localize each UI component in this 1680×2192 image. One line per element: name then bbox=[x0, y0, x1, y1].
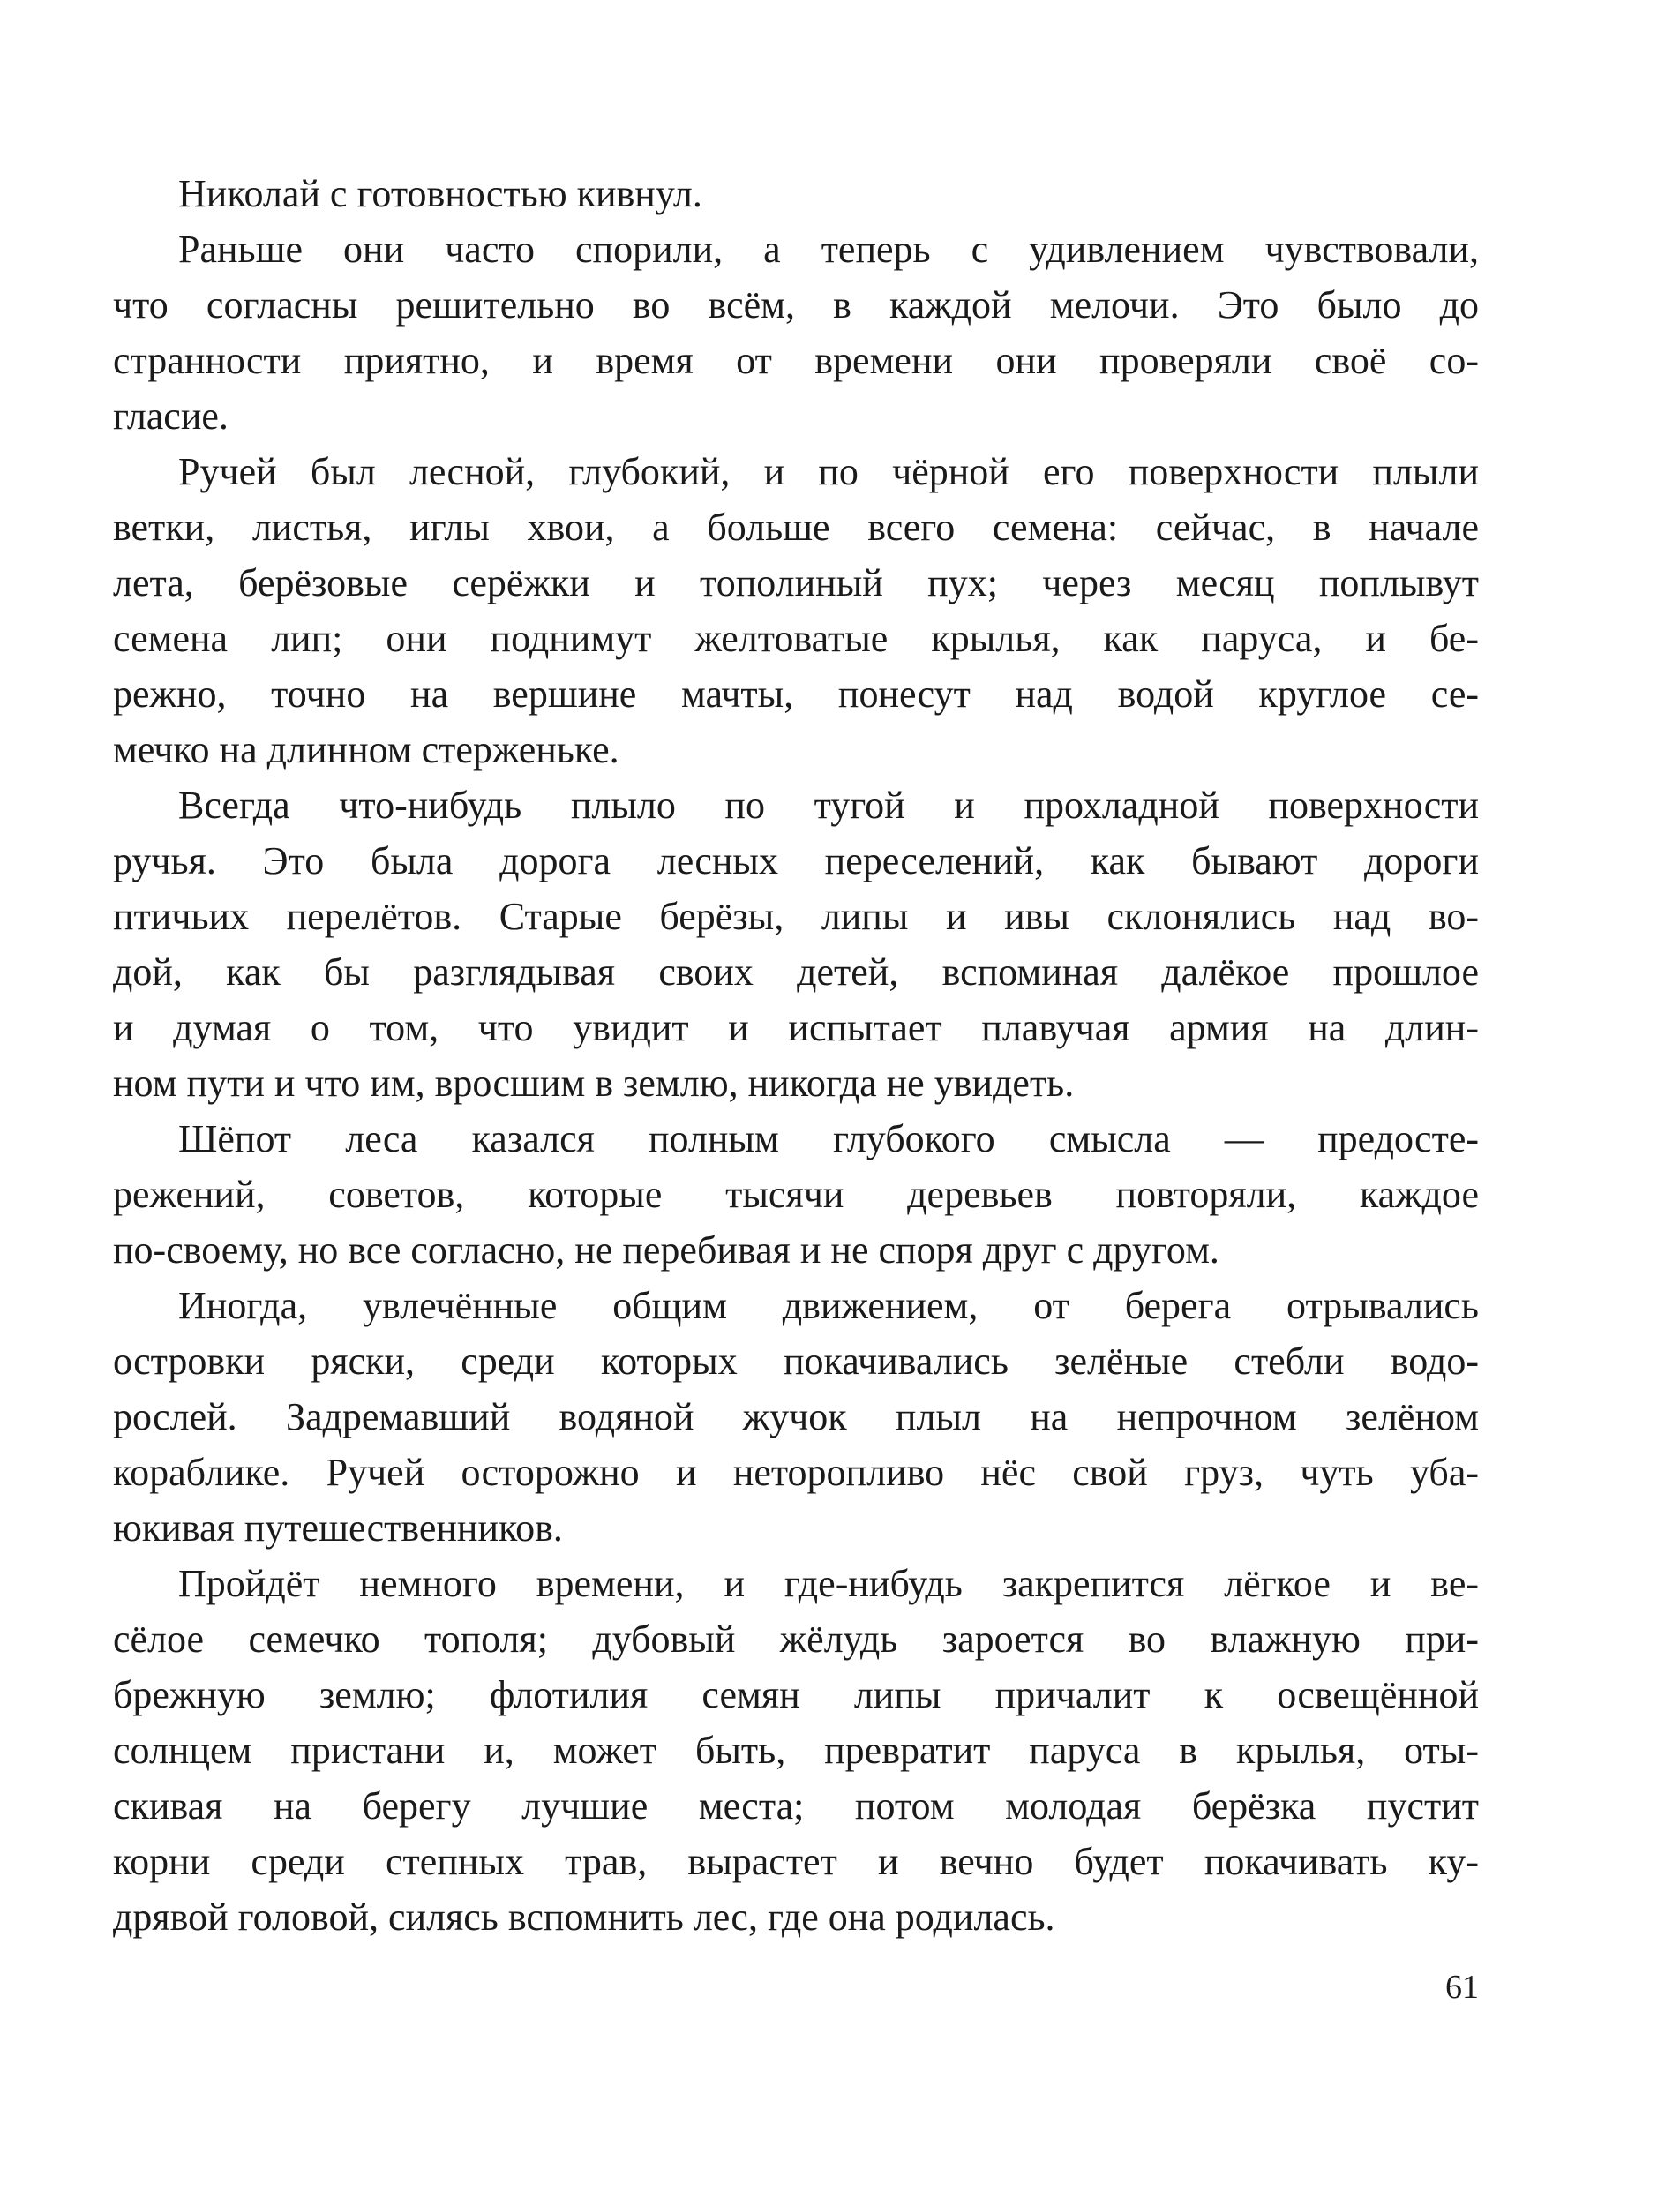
page-number: 61 bbox=[1445, 1969, 1479, 2006]
text-line: кораблике. Ручей осторожно и неторопливо нёс свой груз, чуть уба- bbox=[113, 1451, 1479, 1494]
text-line: Всегда что-нибудь плыло по тугой и прохладной поверхности bbox=[178, 784, 1479, 827]
text-line: странности приятно, и время от времени они проверяли своё со- bbox=[113, 339, 1479, 382]
text-line: солнцем пристани и, может быть, превратит паруса в крылья, оты- bbox=[113, 1729, 1479, 1772]
text-line: лета, берёзовые серёжки и тополиный пух; через месяц поплывут bbox=[113, 561, 1479, 604]
text-line: Иногда, увлечённые общим движением, от берега отрывались bbox=[178, 1284, 1479, 1327]
text-line: что согласны решительно во всём, в каждой мелочи. Это было до bbox=[113, 283, 1479, 327]
text-line: Шёпот леса казался полным глубокого смысла — предосте- bbox=[178, 1117, 1479, 1160]
text-line: ном пути и что им, вросшим в землю, никогда не увидеть. bbox=[113, 1062, 1075, 1105]
text-line: сёлое семечко тополя; дубовый жёлудь зароется во влажную при- bbox=[113, 1618, 1479, 1661]
text-line: мечко на длинном стерженьке. bbox=[113, 728, 619, 771]
body-text bbox=[113, 166, 1479, 1945]
text-line: Николай с готовностью кивнул. bbox=[178, 172, 702, 215]
text-line: дой, как бы разглядывая своих детей, вспоминая далёкое прошлое bbox=[113, 950, 1479, 994]
text-line: ветки, листья, иглы хвои, а больше всего семена: сейчас, в начале bbox=[113, 506, 1479, 549]
text-line: Раньше они часто спорили, а теперь с удивлением чувствовали, bbox=[178, 228, 1479, 271]
text-line: по-своему, но все согласно, не перебивая и не споря друг с другом. bbox=[113, 1228, 1219, 1272]
text-line: режений, советов, которые тысячи деревьев повторяли, каждое bbox=[113, 1173, 1479, 1216]
text-line: Ручей был лесной, глубокий, и по чёрной его поверхности плыли bbox=[178, 450, 1479, 493]
text-line: островки ряски, среди которых покачивались зелёные стебли водо- bbox=[113, 1340, 1479, 1383]
text-line: рослей. Задремавший водяной жучок плыл на непрочном зелёном bbox=[113, 1395, 1479, 1438]
text-line: Пройдёт немного времени, и где-нибудь закрепится лёгкое и ве- bbox=[178, 1562, 1479, 1605]
text-line: птичьих перелётов. Старые берёзы, липы и ивы склонялись над во- bbox=[113, 895, 1479, 938]
text-line: дрявой головой, силясь вспомнить лес, где она родилась. bbox=[113, 1895, 1055, 1939]
text-line: брежную землю; флотилия семян липы причалит к освещённой bbox=[113, 1673, 1479, 1716]
text-line: юкивая путешественников. bbox=[113, 1506, 563, 1550]
text-line: ручья. Это была дорога лесных переселений, как бывают дороги bbox=[113, 839, 1479, 882]
text-line: гласие. bbox=[113, 394, 229, 438]
text-line: скивая на берегу лучшие места; потом молодая берёзка пустит bbox=[113, 1784, 1479, 1828]
text-line: и думая о том, что увидит и испытает плавучая армия на длин- bbox=[113, 1006, 1479, 1049]
text-line: корни среди степных трав, вырастет и вечно будет покачивать ку- bbox=[113, 1840, 1479, 1883]
text-line: семена лип; они поднимут желтоватые крылья, как паруса, и бе- bbox=[113, 617, 1479, 660]
text-line: режно, точно на вершине мачты, понесут над водой круглое се- bbox=[113, 672, 1479, 716]
